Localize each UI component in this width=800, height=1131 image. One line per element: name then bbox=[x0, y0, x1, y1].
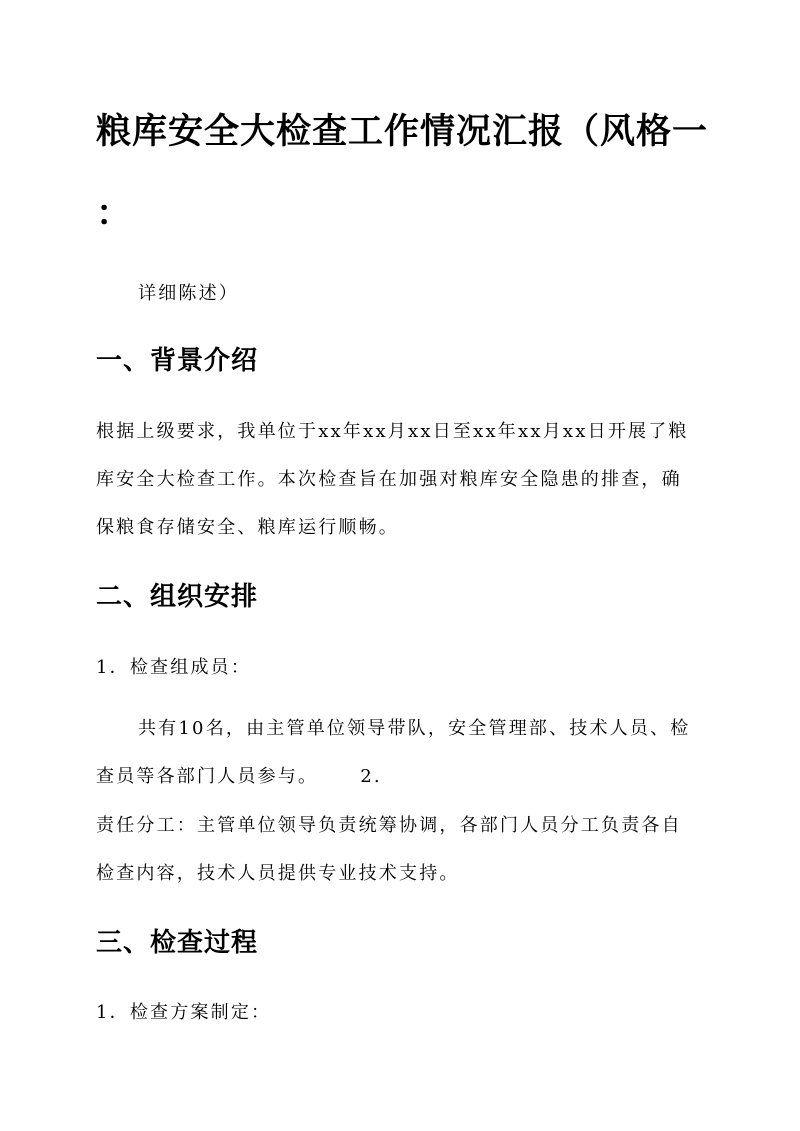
paragraph-background-line-2: 库安全大检查工作。本次检查旨在加强对粮库安全隐患的排查，确 bbox=[96, 469, 682, 490]
list-item-number-2: 2. bbox=[360, 766, 382, 787]
section-heading-background: 一、背景介绍 bbox=[96, 346, 259, 376]
paragraph-team-line-1: 共有10名，由主管单位领导带队，安全管理部、技术人员、检 bbox=[138, 718, 691, 739]
paragraph-background-line-3: 保粮食存储安全、粮库运行顺畅。 bbox=[96, 517, 399, 538]
list-item-team-label: 1．检查组成员： bbox=[96, 657, 252, 678]
paragraph-background-line-1: 根据上级要求，我单位于xx年xx月xx日至xx年xx月xx日开展了粮 bbox=[96, 421, 689, 442]
section-heading-inspection-process: 三、检查过程 bbox=[96, 928, 259, 958]
document-title-line-2: ： bbox=[96, 193, 133, 234]
paragraph-team-text: 查员等各部门人员参与。 bbox=[96, 766, 319, 787]
section-heading-organization: 二、组织安排 bbox=[96, 582, 259, 612]
paragraph-responsibility-line-2: 检查内容，技术人员提供专业技术支持。 bbox=[96, 863, 460, 884]
list-item-plan-label: 1．检查方案制定： bbox=[96, 1002, 272, 1023]
document-title-line-1: 粮库安全大检查工作情况汇报（风格一 bbox=[96, 111, 709, 152]
paragraph-responsibility-line-1: 责任分工：主管单位领导负责统筹协调，各部门人员分工负责各自 bbox=[96, 815, 682, 836]
document-subtitle: 详细陈述） bbox=[138, 283, 239, 304]
paragraph-team-line-2 bbox=[96, 762, 382, 788]
